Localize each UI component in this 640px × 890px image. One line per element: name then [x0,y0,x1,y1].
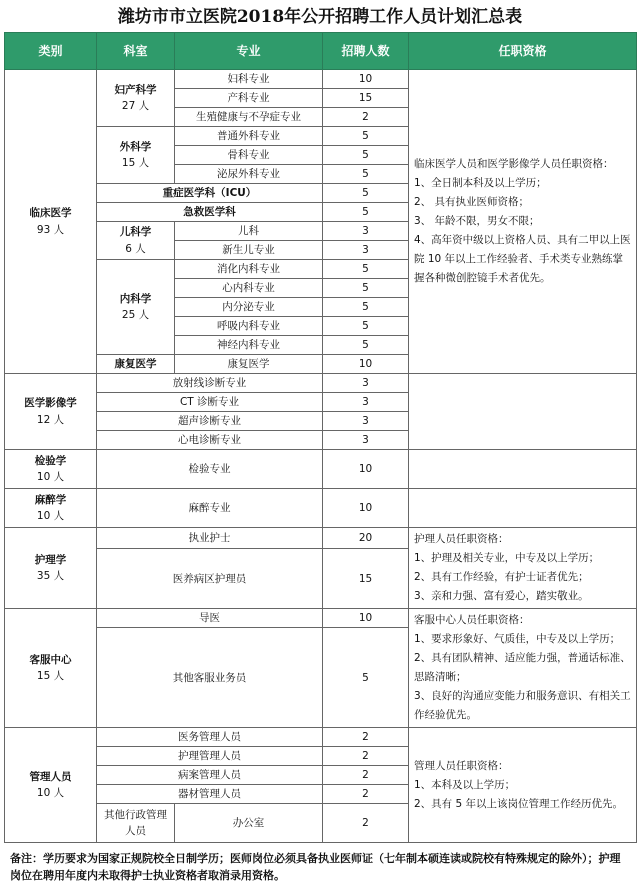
count-cell: 3 [323,393,409,412]
major-cell: 泌尿外科专业 [175,165,323,184]
major-cell: 执业护士 [97,528,323,549]
dept-pediatrics: 儿科学 6 人 [97,222,175,260]
table-header-row [5,33,637,70]
major-cell: 新生儿专业 [175,241,323,260]
dept-rehab: 康复医学 [97,355,175,374]
count-cell: 5 [323,336,409,355]
category-lab: 检验学 10 人 [5,450,97,489]
table-row [5,374,637,393]
major-cell: 器材管理人员 [97,785,323,804]
category-clinical: 临床医学 93 人 [5,70,97,374]
count-cell: 2 [323,785,409,804]
count-cell: 5 [323,260,409,279]
major-cell: 消化内科专业 [175,260,323,279]
recruitment-table [4,32,637,843]
category-imaging: 医学影像学 12 人 [5,374,97,450]
count-cell: 5 [323,298,409,317]
dept-other-admin: 其他行政管理人员 [97,804,175,843]
table-row [5,609,637,628]
footnote: 备注：学历要求为国家正规院校全日制学历；医师岗位必须具备执业医师证（七年制本硕连读或院校有特殊规定的除外）；护理岗位在聘用年度内未取得护士执业资格者取消录用资格。 [10,852,621,882]
count-cell: 2 [323,728,409,747]
major-cell: 生殖健康与不孕症专业 [175,108,323,127]
count-cell: 5 [323,165,409,184]
count-cell: 2 [323,108,409,127]
count-cell: 15 [323,549,409,609]
major-cell: 妇科专业 [175,70,323,89]
major-cell: CT 诊断专业 [97,393,323,412]
count-cell: 15 [323,89,409,108]
header-department: 科室 [97,33,175,70]
count-cell: 5 [323,317,409,336]
requirements-nursing: 护理人员任职资格： 1、护理及相关专业，中专及以上学历； 2、具有工作经验，有护士证者优先； 3、亲和力强、富有爱心，踏实敬业。 [409,528,637,609]
count-cell: 5 [323,203,409,222]
major-cell: 骨科专业 [175,146,323,165]
major-cell: 呼吸内科专业 [175,317,323,336]
header-category: 类别 [5,33,97,70]
count-cell: 3 [323,431,409,450]
major-cell: 办公室 [175,804,323,843]
page-title: 潍坊市市立医院2018年公开招聘工作人员计划汇总表 [117,7,523,27]
major-cell: 护理管理人员 [97,747,323,766]
dept-emergency: 急救医学科 [97,203,323,222]
major-cell: 其他客服业务员 [97,628,323,728]
header-requirements: 任职资格 [409,33,637,70]
count-cell: 10 [323,355,409,374]
major-cell: 检验专业 [97,450,323,489]
major-cell: 心电诊断专业 [97,431,323,450]
count-cell: 2 [323,747,409,766]
count-cell: 3 [323,222,409,241]
dept-internal: 内科学 25 人 [97,260,175,355]
category-management: 管理人员 10 人 [5,728,97,843]
major-cell: 产科专业 [175,89,323,108]
category-service: 客服中心 15 人 [5,609,97,728]
count-cell: 2 [323,804,409,843]
major-cell: 康复医学 [175,355,323,374]
count-cell: 5 [323,628,409,728]
count-cell: 5 [323,184,409,203]
header-count: 招聘人数 [323,33,409,70]
major-cell: 放射线诊断专业 [97,374,323,393]
count-cell: 2 [323,766,409,785]
category-anesthesia: 麻醉学 10 人 [5,489,97,528]
count-cell: 10 [323,70,409,89]
count-cell: 3 [323,374,409,393]
major-cell: 医务管理人员 [97,728,323,747]
category-nursing: 护理学 35 人 [5,528,97,609]
table-row [5,728,637,747]
major-cell: 神经内科专业 [175,336,323,355]
count-cell: 5 [323,146,409,165]
requirements-service: 客服中心人员任职资格： 1、要求形象好、气质佳，中专及以上学历； 2、具有团队精神、适应能力强，普通话标准、思路清晰； 3、良好的沟通应变能力和服务意识、有相关工作经验优先。 [409,609,637,728]
table-row [5,450,637,489]
requirements-clinical: 临床医学人员和医学影像学人员任职资格： 1、全日制本科及以上学历； 2、 具有执业医师资格； 3、 年龄不限，男女不限； 4、高年资中级以上资格人员、具有二甲以上医院 10 年以上工作经验者、手术类专业熟练掌握各种微创腔镜手术者优先。 [409,70,637,374]
table-row [5,489,637,528]
major-cell: 病案管理人员 [97,766,323,785]
count-cell: 10 [323,609,409,628]
header-major: 专业 [175,33,323,70]
major-cell: 导医 [97,609,323,628]
major-cell: 儿科 [175,222,323,241]
major-cell: 超声诊断专业 [97,412,323,431]
dept-obgyn: 妇产科学 27 人 [97,70,175,127]
dept-surgery: 外科学 15 人 [97,127,175,184]
count-cell: 10 [323,489,409,528]
table-row [5,528,637,549]
dept-icu: 重症医学科（ICU） [97,184,323,203]
major-cell: 医养病区护理员 [97,549,323,609]
requirements-lab [409,450,637,489]
count-cell: 5 [323,279,409,298]
count-cell: 5 [323,127,409,146]
count-cell: 3 [323,241,409,260]
major-cell: 心内科专业 [175,279,323,298]
requirements-imaging [409,374,637,450]
count-cell: 10 [323,450,409,489]
table-row [5,70,637,89]
requirements-anesthesia [409,489,637,528]
requirements-management: 管理人员任职资格： 1、本科及以上学历； 2、具有 5 年以上该岗位管理工作经历优先。 [409,728,637,843]
major-cell: 麻醉专业 [97,489,323,528]
count-cell: 3 [323,412,409,431]
major-cell: 内分泌专业 [175,298,323,317]
count-cell: 20 [323,528,409,549]
major-cell: 普通外科专业 [175,127,323,146]
